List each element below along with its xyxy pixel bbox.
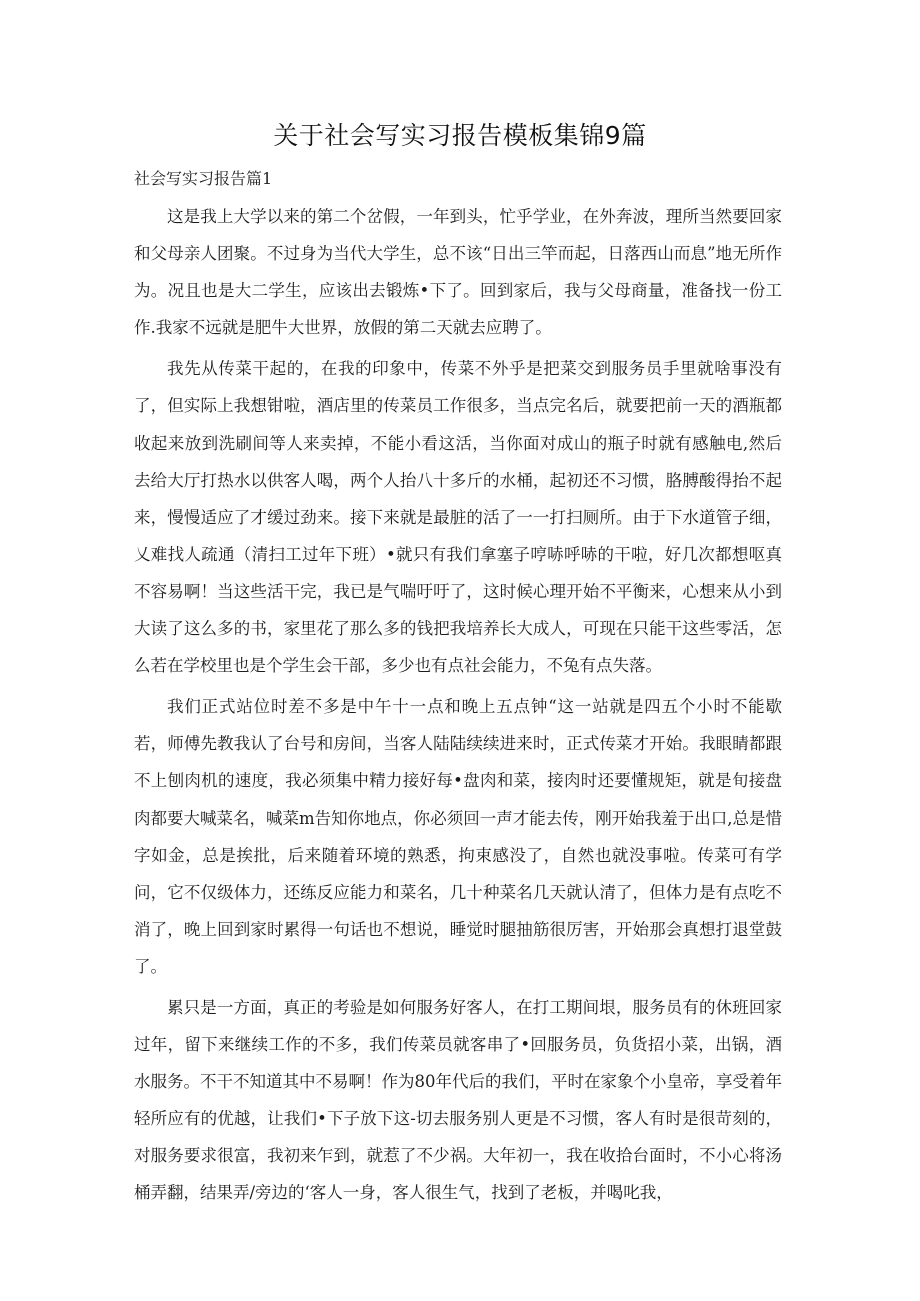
document-body xyxy=(134,198,782,1216)
paragraph-1: 这是我上大学以来的第二个岔假，一年到头，忙乎学业，在外奔波，理所当然要回家和父母亲人团聚。不过身为当代大学生，总不该“日出三竿而起，日落西山而息”地无所作为。况且也是大二学生，应该出去锻炼•下了。回到家后，我与父母商量，准备找一份工作.我家不远就是肥牛大世界，放假的第二天就去应聘了。 xyxy=(134,207,782,338)
document-title: 关于社会写实习报告模板集锦9篇 xyxy=(273,121,647,150)
paragraph-3: 我们正式站位时差不多是中午十一点和晚上五点钟“这一站就是四五个小时不能歇若，师傅先教我认了台号和房间，当客人陆陆续续进来时，正式传菜才开始。我眼睛都跟不上刨肉机的速度，我必须集中精力接好每•盘肉和菜，接肉时还要懂规矩，就是旬接盘肉都要大喊菜名，喊菜m告知你地点，你必须回一声才能去传，刚开始我羞于出口,总是惜字如金，总是挨批，后来随着环境的熟悉，拘束感没了，自然也就没事啦。传菜可有学问，它不仅级体力，还练反应能力和菜名，几十种菜名几天就认清了，但体力是有点吃不消了，晚上回到家时累得一句话也不想说，睡觉时腿抽筋很厉害，开始那会真想打退堂鼓了。 xyxy=(134,697,782,976)
paragraph-4: 累只是一方面，真正的考验是如何服务好客人，在打工期间垠，服务员有的休班回家过年，留下来继续工作的不多，我们传菜员就客串了•回服务员，负货招小菜，出锅，酒水服务。不干不知道其中不易啊！作为80年代后的我们，平时在家象个小皇帝，享受着年轻所应有的优越，让我们•下子放下这-切去服务别人更是不习惯，客人有时是很苛刻的，对服务要求很富，我初来乍到，就惹了不少祸。大年初一，我在收拾台面时，不小心将汤桶弄翻，结果弄/旁边的‘客人一身，客人很生气，找到了老板，并喝叱我， xyxy=(134,997,782,1203)
section-heading: 社会写实习报告篇1 xyxy=(134,169,273,188)
paragraph-2: 我先从传菜干起的，在我的印象中，传菜不外乎是把菜交到服务员手里就啥事没有了，但实际上我想钳啦，酒店里的传菜员工作很多，当点完名后，就要把前一天的酒瓶都收起来放到洗刷间等人来卖掉，不能小看这活，当你面对成山的瓶子时就有感触电,然后去给大厅打热水以供客人喝，两个人抬八十多斤的水桶，起初还不习惯，胳膊酸得抬不起来，慢慢适应了才缓过劲来。接下来就是最脏的活了一一打扫厕所。由于下水道管子细，乂难找人疏通（清扫工过年下班）•就只有我们拿塞子哼哧呼哧的干啦，好几次都想呕真不容易啊！当这些活干完，我已是气喘吁吁了，这时候心理开始不平衡来，心想来从小到大读了这么多的书，家里花了那么多的钱把我培养长大成人，可现在只能干这些零活，怎么若在学校里也是个学生会干部，多少也有点社会能力，不兔有点失落。 xyxy=(134,359,782,676)
